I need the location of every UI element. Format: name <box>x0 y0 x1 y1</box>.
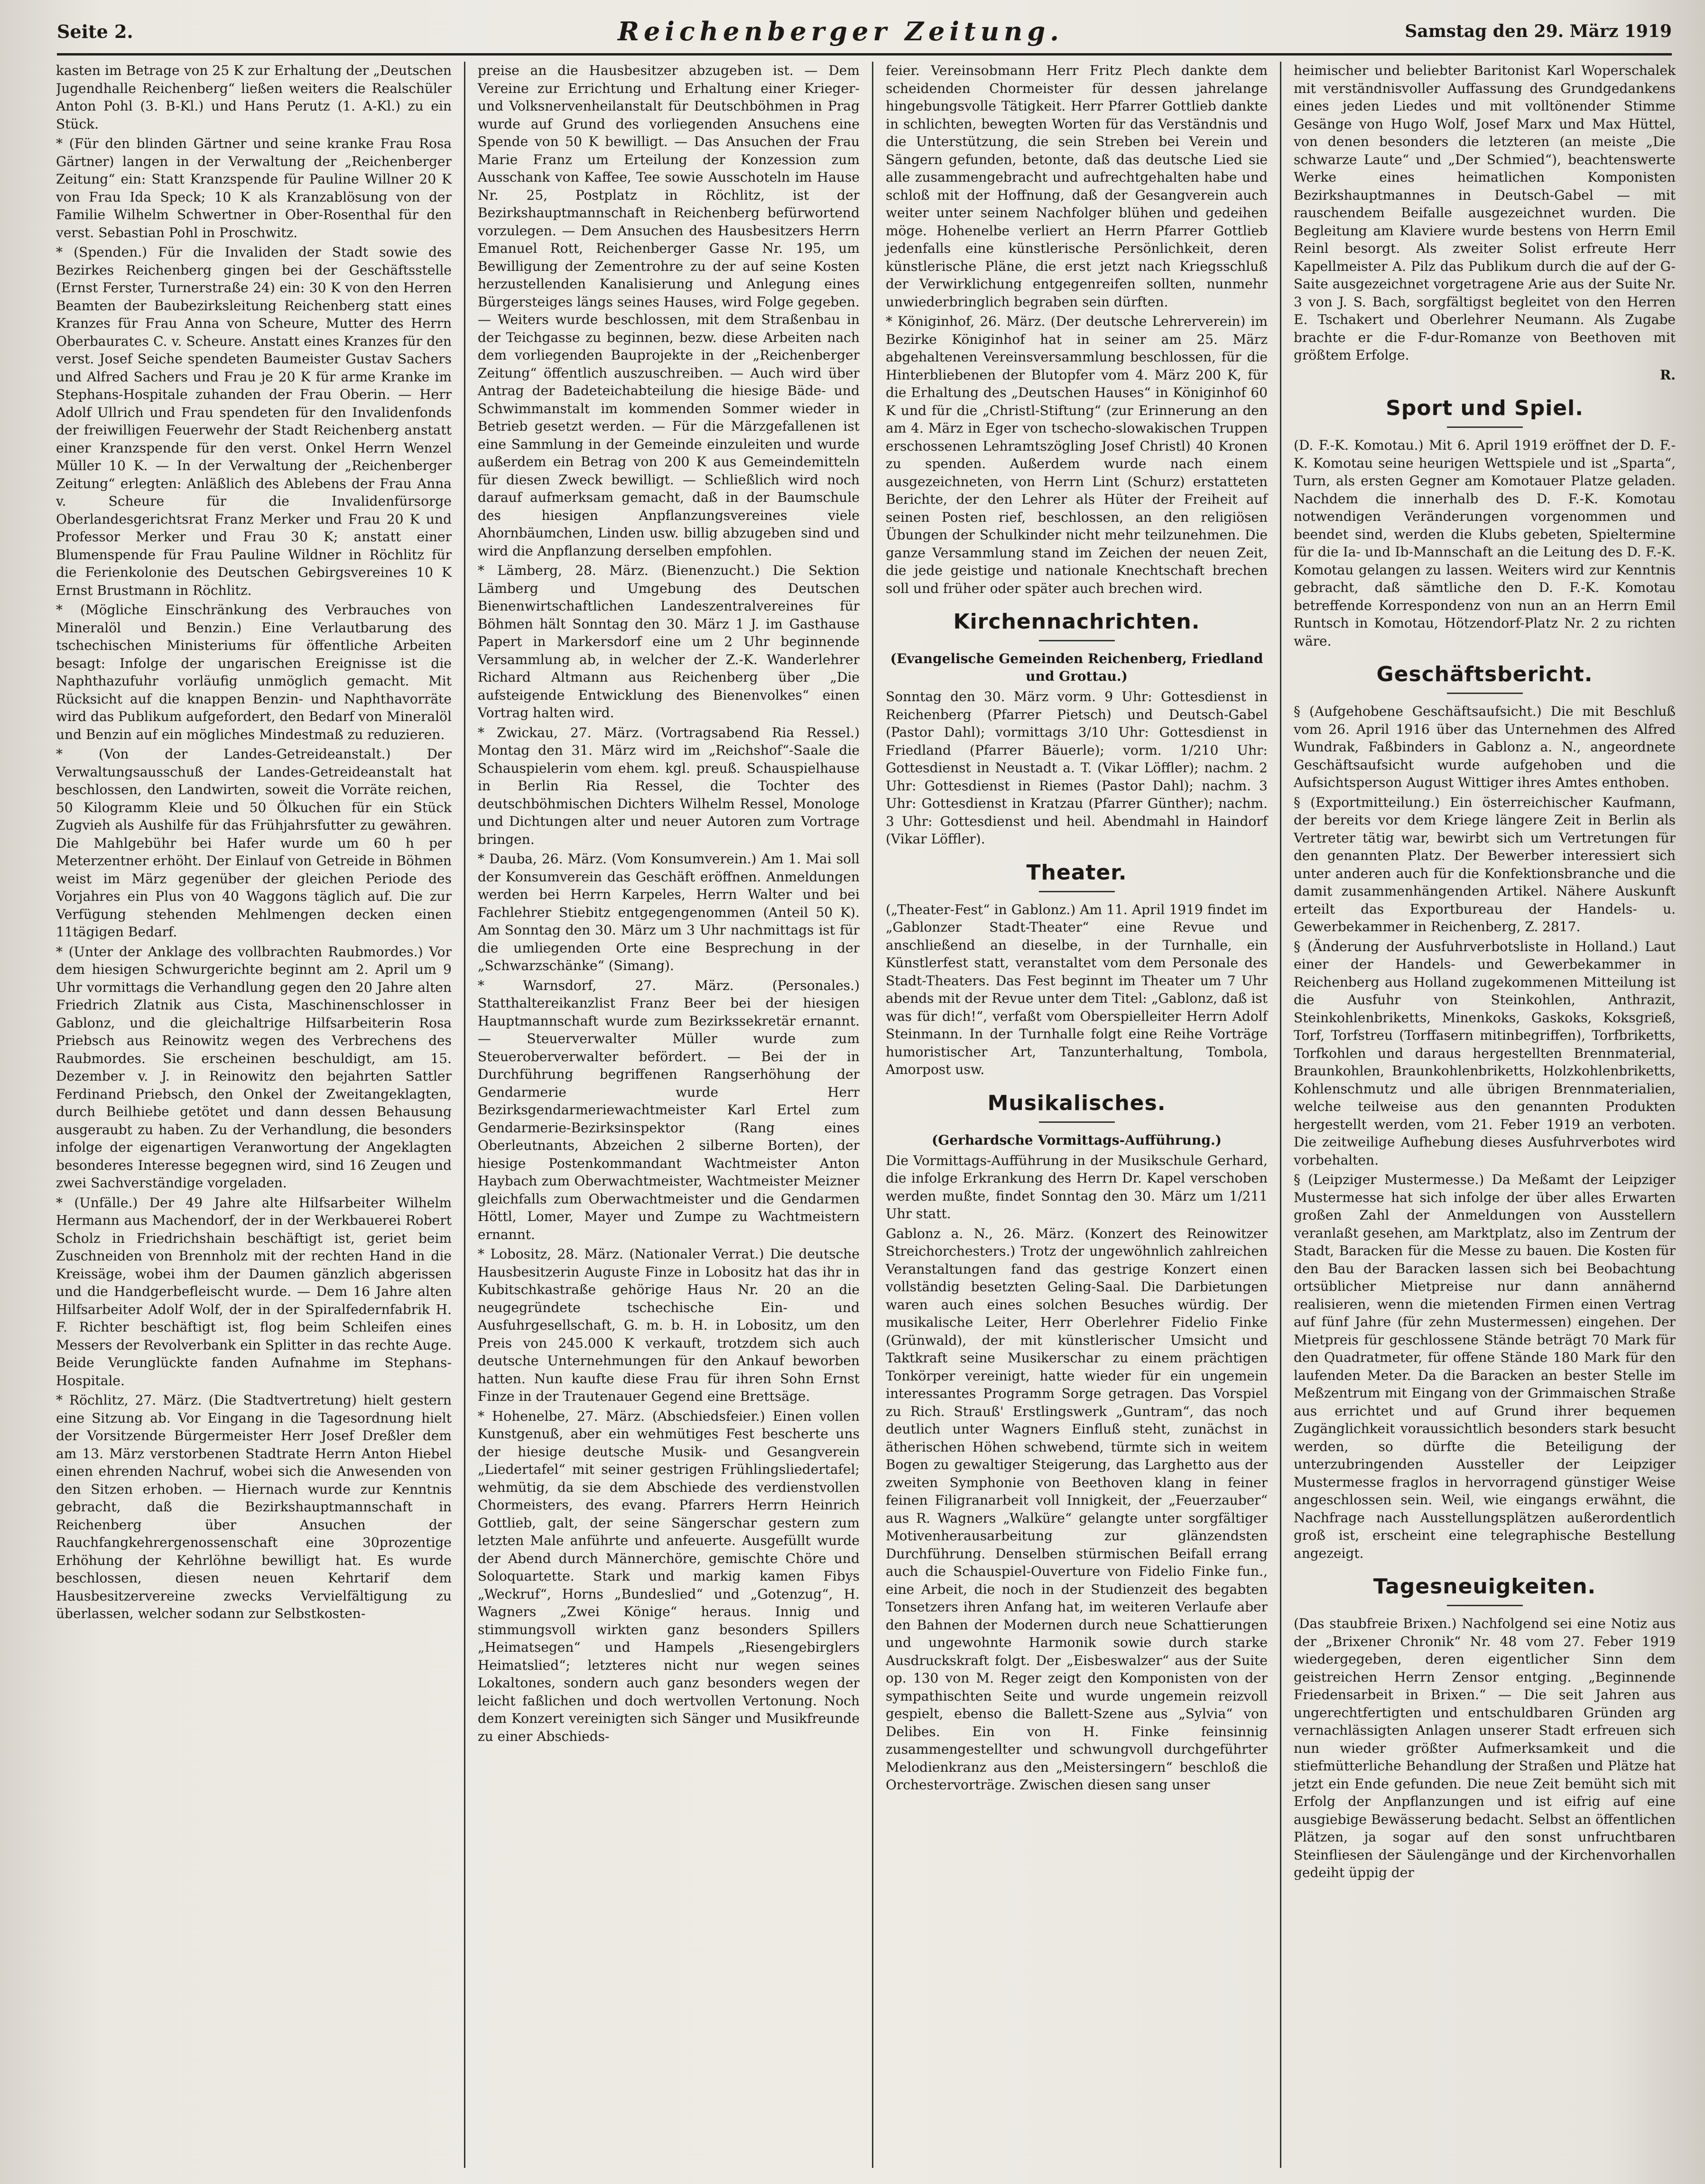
article-text: preise an die Hausbesitzer abzugeben ist. — Dem Vereine zur Errichtung und Erhaltung einer Krieger- und Volksnervenheilanstalt für Deutschböhmen in Prag wurde auf Grund des vorliegenden Ansuchens eine Spende von 50 K bewilligt. — Das Ansuchen der Frau Marie Franz um Erteilung der Konzession zum Ausschank von Kaffee, Tee sowie Ausschoteln im Hause Nr. 25, Postplatz in Röchlitz, ist der Bezirkshauptmannschaft in Reichenberg befürwortend vorzulegen. — Dem Ansuchen des Hausbesitzers Herrn Emanuel Rott, Reichenberger Gasse Nr. 195, um Bewilligung der Zementrohre zu der auf seine Kosten herzustellenden Kanalisierung und Anlegung eines Bürgersteiges längs seines Hauses, wird Folge gegeben. — Weiters wurde beschlossen, mit dem Straßenbau in der Teichgasse zu beginnen, bezw. diese Arbeiten nach dem vorliegenden Bauprojekte in der „Reichenberger Zeitung“ öffentlich auszuschreiben. — Auch wird über Antrag der Badeteichabteilung die hiesige Bäde- und Schwimmanstalt im kommenden Sommer wieder in Betrieb gesetzt werden. — Für die Märzgefallenen ist eine Sammlung in der Gemeinde einzuleiten und wurde außerdem ein Betrag von 200 K aus Gemeindemitteln für diesen Zweck bewilligt. — Schließlich wird noch darauf aufmerksam gemacht, daß in der Baumschule des hiesigen Anpflanzungsvereines viele Ahornbäumchen, Linden usw. billig abzugeben sind und wird die Anpflanzung derselben empfohlen. <box>478 63 860 559</box>
article-text: (D. F.-K. Komotau.) Mit 6. April 1919 eröffnet der D. F.-K. Komotau seine heurigen Wettspiele und ist „Sparta“, Turn, als ersten Gegner am Komotauer Platze geladen. Nachdem die innerhalb des D. F.-K. Komotau notwendigen Veränderungen vorgenommen und beendet sind, werden die Klubs gebeten, Spieltermine für die Ia- und Ib-Mannschaft an die Leitung des D. F.-K. Komotau gelangen zu lassen. Weiters wird zur Kenntnis gebracht, daß sämtliche den D. F.-K. Komotau betreffende Korrespondenz von nun an an Herrn Emil Runtsch in Komotau, Hötzendorf-Platz Nr. 2 zu richten wäre. <box>1294 437 1676 649</box>
column-1 <box>56 62 464 2168</box>
article-text: § (Exportmitteilung.) Ein österreichischer Kaufmann, der bereits vor dem Kriege längere Zeit in Berlin als Vertreter tätig war, bewirbt sich um Vertretungen für den genannten Platz. Der Bewerber interessiert sich unter anderen auch für die Konfektionsbranche und die damit zusammenhängenden Artikel. Nähere Auskunft erteilt das Exportbureau der Handels- u. Gewerbekammer in Reichenberg, Z. 2817. <box>1294 794 1676 935</box>
section-heading-theater: Theater. <box>886 860 1268 892</box>
issue-date: Samstag den 29. März 1919 <box>1405 21 1672 41</box>
article-text: § (Aufgehobene Geschäftsaufsicht.) Die mit Beschluß vom 26. April 1916 über das Unternehmen des Alfred Wundrak, Faßbinders in Gablonz a. N., angeordnete Geschäftsaufsicht wurde aufgehoben und die Aufsichtsperson August Wittiger ihres Amtes enthoben. <box>1294 703 1676 790</box>
page-number: Seite 2. <box>57 20 133 42</box>
article-text: feier. Vereinsobmann Herr Fritz Plech dankte dem scheidenden Chormeister für dessen jahrelange hingebungsvolle Tätigkeit. Herr Pfarrer Gottlieb dankte in schlichten, bewegten Worten für das Verständnis und die Unterstützung, die sein Streben bei Verein und Sängern gefunden, betonte, daß das deutsche Lied sie alle zusammengebracht und aufrechtgehalten habe und schloß mit der Hoffnung, daß der Gesangverein auch weiter unter seinem Nachfolger blühen und gedeihen möge. Hohenelbe verliert an Herrn Pfarrer Gottlieb jedenfalls eine künstlerische Persönlichkeit, deren künstlerische Pläne, die erst jetzt nach Kriegsschluß der Verwirklichung entgegenreifen sollten, nunmehr unwiederbringlich begraben sein dürften. <box>886 63 1268 310</box>
article-text: * Zwickau, 27. März. (Vortragsabend Ria Ressel.) Montag den 31. März wird im „Reichshof“-Saale die Schauspielerin vom ehem. kgl. preuß. Schauspielhause in Berlin Ria Ressel, die Tochter des deutschböhmischen Dichters Wilhelm Ressel, Monologe und Dichtungen alter und neuer Autoren zum Vortrage bringen. <box>478 724 860 847</box>
article-text: * Dauba, 26. März. (Vom Konsumverein.) Am 1. Mai soll der Konsumverein das Geschäft eröffnen. Anmeldungen werden bei Herrn Karpeles, Herrn Walter und bei Fachlehrer Stiebitz entgegengenommen (Anteil 50 K). Am Sonntag den 30. März um 3 Uhr nachmittags ist für die umliegenden Orte eine Besprechung in der „Schwarzschänke“ (Simang). <box>478 851 860 973</box>
article-text: * Lämberg, 28. März. (Bienenzucht.) Die Sektion Lämberg und Umgebung des Deutschen Bienenwirtschaftlichen Landeszentralvereines für Böhmen hält Sonntag den 30. März 1 J. im Gasthause Papert in Markersdorf eine um 2 Uhr beginnende Versammlung ab, in welcher der Z.-K. Wanderlehrer Richard Altmann aus Reichenberg über „Die aufsteigende Entwicklung des Bienenvolkes“ einen Vortrag halten wird. <box>478 563 860 721</box>
section-heading-sport: Sport und Spiel. <box>1294 395 1676 428</box>
article-text: § (Leipziger Mustermesse.) Da Meßamt der Leipziger Mustermesse hat sich infolge der über alles Erwarten großen Zahl der Anmeldungen von Ausstellern veranlaßt gesehen, am Marktplatz, also im Zentrum der Stadt, Baracken für die Messe zu bauen. Die Kosten für den Bau der Baracken lassen sich bei Beobachtung ortsüblicher Mietpreise nur dann annähernd realisieren, wenn die mietenden Firmen einen Vertrag auf fünf Jahre (für zehn Mustermessen) eingehen. Der Mietpreis für geschlossene Stände beträgt 70 Mark für den Quadratmeter, für offene Stände 180 Mark für den laufenden Meter. Da die Baracken an bester Stelle im Meßzentrum mit Eingang von der Grimmaischen Straße aus errichtet und auf Grund ihrer bequemen Zugänglichkeit voraussichtlich besonders stark besucht werden, so dürfte die Beteiligung der unterzubringenden Aussteller der Leipziger Mustermesse fraglos in hervorragend günstiger Weise angeschlossen sein. Weil, wie eingangs erwähnt, die Nachfrage nach Ausstellungsplätzen außerordentlich groß ist, erscheint eine telegraphische Bestellung angezeigt. <box>1294 1172 1676 1561</box>
article-text: * (Spenden.) Für die Invaliden der Stadt sowie des Bezirkes Reichenberg gingen bei der Geschäftsstelle (Ernst Ferster, Turnerstraße 24) ein: 30 K von den Herren Beamten der Baubezirksleitung Reichenberg statt eines Kranzes für Frau Anna von Scheure, Mutter des Herrn Oberbaurates C. v. Scheure. Anstatt eines Kranzes für den verst. Josef Seiche spendeten Baumeister Gustav Sachers und Alfred Sachers und Frau je 20 K für arme Kranke im Stephans-Hospitale zuhanden der Frau Oberin. — Herr Adolf Ullrich und Frau spendeten für den Invalidenfonds der freiwilligen Feuerwehr der Stadt Reichenberg anstatt einer Kranzspende für den verst. Onkel Herrn Wenzel Müller 10 K. — In der Verwaltung der „Reichenberger Zeitung“ erlegten: Anläßlich des Ablebens der Frau Anna v. Scheure für die Invalidenfürsorge Oberlandesgerichtsrat Franz Merker und Frau 20 K und Professor Merker und Frau 30 K; anstatt einer Blumenspende für Frau Pauline Wildner in Röchlitz für die Ferienkolonie des Deutschen Gebirgsvereines 10 K Ernst Brustmann in Röchlitz. <box>56 244 452 598</box>
section-heading-tagesneuigkeiten: Tagesneuigkeiten. <box>1294 1573 1676 1606</box>
newspaper-title: Reichenberger Zeitung. <box>618 16 1064 46</box>
article-text: (Das staubfreie Brixen.) Nachfolgend sei eine Notiz aus der „Brixener Chronik“ Nr. 48 vom 27. Feber 1919 wiedergegeben, deren eigentlicher Sinn dem geistreichen Herrn Zensor entging. „Beginnende Friedensarbeit in Brixen.“ — Die seit Jahren aus ungerechtfertigten und entschuldbaren Gründen arg vernachlässigten Anlagen unserer Stadt erfreuen sich nun wieder größter Aufmerksamkeit und die stiefmütterliche Behandlung der Straßen und Plätze hat jetzt ein Ende gefunden. Die neue Zeit bemüht sich mit Erfolg der Anpflanzungen und ist eifrig auf eine ausgiebige Bewässerung bedacht. Selbst an öffentlichen Plätzen, ja sogar auf den sonst unfruchtbaren Steinfliesen der Säulengänge und der Kirchenvorhallen gedeiht üppig der <box>1294 1616 1676 1880</box>
section-heading-kirchennachrichten: Kirchennachrichten. <box>886 609 1268 641</box>
article-text: („Theater-Fest“ in Gablonz.) Am 11. April 1919 findet im „Gablonzer Stadt-Theater“ eine Revue und anschließend an dieselbe, in der Turnhalle, ein Künstlerfest statt, veranstaltet vom dem Personale des Stadt-Theaters. Das Fest beginnt im Theater um 7 Uhr abends mit der Revue unter dem Titel: „Gablonz, daß ist was für dich!“, verfaßt vom Oberspielleiter Herrn Adolf Steinmann. In der Turnhalle folgt eine Reihe Vorträge humoristischer Art, Tanzunterhaltung, Tombola, Amorpost usw. <box>886 901 1268 1077</box>
column-3 <box>872 62 1280 2168</box>
article-columns <box>56 62 1688 2168</box>
column-2 <box>464 62 872 2168</box>
article-text: Gablonz a. N., 26. März. (Konzert des Reinowitzer Streichorchesters.) Trotz der ungewöhnlich zahlreichen Veranstaltungen fand das gestrige Konzert einen vollständig besetzten Geling-Saal. Die Darbietungen waren auch eines solchen Besuches würdig. Der musikalische Leiter, Herr Oberlehrer Fidelio Finke (Grünwald), der mit künstlerischer Umsicht und Taktkraft seine Musikerschar zu einem prächtigen Tonkörper vereinigt, hatte wieder für ein ungemein interessantes Programm Sorge getragen. Das Vorspiel zu Rich. Strauß' Erstlingswerk „Guntram“, das noch deutlich unter Wagners Einfluß steht, zunächst in ätherischen Höhen schwebend, türmte sich in weitem Bogen zu gewaltiger Steigerung, das Larghetto aus der zweiten Symphonie von Beethoven klang in feiner feinen Filigranarbeit voll Innigkeit, der „Feuerzauber“ aus R. Wagners „Walküre“ gelangte unter sorgfältiger Motivenherausarbeitung zur glänzendsten Durchführung. Denselben stürmischen Beifall errang auch die Schauspiel-Ouverture von Fidelio Finke fun., eine Arbeit, die noch in der Studienzeit des begabten Tonsetzers ihren Anfang hat, im weiteren Verlaufe aber den Bahnen der Modernen durch neue Schattierungen und ungewohnte Harmonik sowie durch starke Ausdruckskraft folgt. Der „Eisbeswalzer“ aus der Suite op. 130 von M. Reger zeigt den Komponisten von der sympathischten Seite und wurde ungemein reizvoll gespielt, ebenso die Ballett-Szene aus „Sylvia“ von Delibes. Ein von H. Finke feinsinnig zusammengestellter und schwungvoll durchgeführter Melodienkranz aus den „Meistersingern“ beschloß die Orchestervorträge. Zwischen diesen sang unser <box>886 1225 1268 1793</box>
section-subheading: (Evangelische Gemeinden Reichenberg, Friedland und Grottau.) <box>890 651 1263 684</box>
article-text: * Warnsdorf, 27. März. (Personales.) Statthaltereikanzlist Franz Beer bei der hiesigen Hauptmannschaft wurde zum Bezirkssekretär ernannt. — Steuerverwalter Müller wurde zum Steueroberverwalter befördert. — Bei der in Durchführung begriffenen Rangserhöhung der Gendarmerie wurde Herr Bezirksgendarmeriewachtmeister Karl Ertel zum Gendarmerie-Bezirksinspektor (Rang eines Oberleutnants, Abzeichen 2 silberne Borten), der hiesige Postenkommandant Wachtmeister Anton Haybach zum Oberwachtmeister, Wachtmeister Meizner gleichfalls zum Oberwachtmeister und die Gendarmen Höttl, Lomer, Mayer und Zumpe zu Wachtmeistern ernannt. <box>478 977 860 1242</box>
article-text: * (Von der Landes-Getreideanstalt.) Der Verwaltungsausschuß der Landes-Getreideanstalt hat beschlossen, den Landwirten, soweit die Vorräte reichen, 50 Kilogramm Kleie und 50 Ölkuchen für ein Stück Zugvieh als Aushilfe für das Frühjahrsfutter zu gewähren. Die Mahlgebühr bei Hafer wurde um 60 h per Meterzentner erhöht. Der Einlauf von Getreide in Böhmen weist im März gegenüber der gleichen Periode des Vorjahres ein Plus von 40 Waggons täglich auf. Die zur Verfügung stehenden Mehlmengen decken einen 11tägigen Bedarf. <box>56 746 452 940</box>
article-text: kasten im Betrage von 25 K zur Erhaltung der „Deutschen Jugendhalle Reichenberg“ ließen weiters die Realschüler Anton Pohl (3. B-Kl.) und Hans Perutz (1. A-Kl.) zu ein Stück. <box>56 63 452 132</box>
article-text: heimischer und beliebter Baritonist Karl Woperschalek mit verständnisvoller Auffassung des Grundgedankens eines jeden Liedes und mit volltönender Stimme Gesänge von Hugo Wolf, Josef Marx und Max Hüttel, von denen besonders die letzteren (an meiste „Die schwarze Laute“ und „Der Schmied“), beachtenswerte Werke eines heimatlichen Komponisten Bezirkshauptmannes in Deutsch-Gabel — mit rauschendem Beifalle ausgezeichnet wurden. Die Begleitung am Klaviere wurde bestens von Herrn Emil Reinl besorgt. Als zweiter Solist erfreute Herr Kapellmeister A. Pilz das Publikum durch die auf der G-Saite ausgezeichnet vorgetragene Arie aus der Suite Nr. 3 von J. S. Bach, sorgfältigst begleitet von den Herren E. Tschakert und Oberlehrer Neumann. Als Zugabe brachte er die F-dur-Romanze von Beethoven mit größtem Erfolge. <box>1294 63 1676 363</box>
article-text: * Königinhof, 26. März. (Der deutsche Lehrerverein) im Bezirke Königinhof hat in seiner am 25. März abgehaltenen Vereinsversammlung beschlossen, für die Hinterbliebenen der Blutopfer vom 4. März 200 K, für die Erhaltung des „Deutschen Hauses“ in Königinhof 60 K und für die „Christl-Stiftung“ (zur Erinnerung an den am 4. März in Eger von tschecho-slowakischen Truppen erschossenen Lehramtszögling Josef Christl) 40 Kronen zu spenden. Außerdem wurde nach einem ausgezeichneten, von Herrn Lint (Schurz) erstatteten Berichte, der den Lehrer als Hüter der Freiheit auf seinen Posten rief, beschlossen, an den religiösen Übungen der Schulkinder nicht mehr teilzunehmen. Die ganze Versammlung stand im Zeichen der neuen Zeit, die jede geistige und nationale Knechtschaft brechen soll und früher oder später auch brechen wird. <box>886 314 1268 596</box>
article-text: Die Vormittags-Aufführung in der Musikschule Gerhard, die infolge Erkrankung des Herrn Dr. Kapel verschoben werden mußte, findet Sonntag den 30. März um 1/211 Uhr statt. <box>886 1152 1268 1222</box>
article-text: * Röchlitz, 27. März. (Die Stadtvertretung) hielt gestern eine Sitzung ab. Vor Eingang in die Tagesordnung hielt der Vorsitzende Bürgermeister Herr Josef Dreßler dem am 13. März verstorbenen Stadtrate Herrn Anton Hiebel einen ehrenden Nachruf, wobei sich die Anwesenden von den Sitzen erhoben. — Hiernach wurde zur Kenntnis gebracht, daß die Bezirkshauptmannschaft in Reichenberg über Ansuchen der Rauchfangkehrergenossenschaft eine 30prozentige Erhöhung der Kehrlöhne bewilligt hat. Es wurde beschlossen, diesen neuen Kehrtarif dem Hausbesitzervereine zwecks Vervielfältigung zu überlassen, welcher sodann zur Selbstkosten- <box>56 1392 452 1621</box>
section-subheading: (Gerhardsche Vormittags-Aufführung.) <box>932 1132 1222 1148</box>
article-text: * Hohenelbe, 27. März. (Abschiedsfeier.) Einen vollen Kunstgenuß, aber ein wehmütiges Fest bescherte uns der hiesige deutsche Musik- und Gesangverein „Liedertafel“ mit seiner gestrigen Frühlingsliedertafel; wehmütig, da sie dem Abschiede des verdienstvollen Chormeisters, des evang. Pfarrers Herrn Heinrich Gottlieb, galt, der seine Sängerschar gestern zum letzten Male anführte und anfeuerte. Ausgefüllt wurde der Abend durch Männerchöre, gemischte Chöre und Soloquartette. Stark und markig kamen Fibys „Weckruf“, Horns „Bundeslied“ und „Gotenzug“, H. Wagners „Zwei Könige“ heraus. Innig und stimmungsvoll wirkten ganz besonders Spillers „Heimatsegen“ und Hampels „Riesengebirglers Heimatslied“; letzteres nicht nur wegen seines Lokaltones, sondern auch ganz besonders wegen der leicht faßlichen und doch wertvollen Vertonung. Noch dem Konzert vereinigten sich Sänger und Musikfreunde zu einer Abschieds- <box>478 1408 860 1744</box>
column-4 <box>1280 62 1688 2168</box>
article-text: § (Änderung der Ausfuhrverbotsliste in Holland.) Laut einer der Handels- und Gewerbekammer in Reichenberg aus Holland zugekommenen Mitteilung ist die Ausfuhr von Steinkohlen, Anthrazit, Steinkohlenbriketts, Minenkoks, Gaskoks, Koksgrieß, Torf, Torfstreu (Torffasern mitinbegriffen), Torfbriketts, Torfkohlen und daraus hergestellten Brennmaterial, Braunkohlen, Braunkohlenbriketts, Holzkohlenbriketts, Kohlenschmutz und alle übrigen Brennmaterialien, welche teilweise aus den genannten Produkten hergestellt werden, vom 21. Feber 1919 an verboten. Die zeitweilige Aufhebung dieses Ausfuhrverbotes wird vorbehalten. <box>1294 938 1676 1168</box>
article-text: * (Unter der Anklage des vollbrachten Raubmordes.) Vor dem hiesigen Schwurgerichte beginnt am 2. April um 9 Uhr vormittags die Verhandlung gegen den 20 Jahre alten Friedrich Zlatnik aus Cista, Maschinenschlosser in Gablonz, und die gleichaltrige Hilfsarbeiterin Rosa Priebsch aus Reinowitz wegen des Verbrechens des Raubmordes. Sie erscheinen beschuldigt, am 15. Dezember v. J. in Reinowitz den bejahrten Sattler Ferdinand Priebsch, den Onkel der Zweitangeklagten, durch Beilhiebe getötet und dann dessen Behausung ausgeraubt zu haben. Zu der Verhandlung, die besonders infolge der eigenartigen Veranwortung der Angeklagten besonderes Interesse begegnen wird, sind 16 Zeugen und zwei Sachverständige vorgeladen. <box>56 944 452 1191</box>
article-text: Sonntag den 30. März vorm. 9 Uhr: Gottesdienst in Reichenberg (Pfarrer Pietsch) und Deutsch-Gabel (Pastor Dahl); vormittags 3/10 Uhr: Gottesdienst in Friedland (Pfarrer Bäuerle); vorm. 1/210 Uhr: Gottesdienst in Neustadt a. T. (Vikar Löffler); nachm. 2 Uhr: Gottesdienst in Riemes (Pastor Dahl); nachm. 3 Uhr: Gottesdienst in Kratzau (Pfarrer Günther); nachm. 3 Uhr: Gottesdienst und heil. Abendmahl in Haindorf (Vikar Löffler). <box>886 689 1268 847</box>
article-text: * (Unfälle.) Der 49 Jahre alte Hilfsarbeiter Wilhelm Hermann aus Machendorf, der in der Werkbauerei Robert Scholz in Friedrichshain beschäftigt ist, geriet beim Zuschneiden von Brennholz mit der rechten Hand in die Kreissäge, wobei ihm der Daumen gänzlich abgerissen und die Handgerbefleischt wurde. — Dem 16 Jahre alten Hilfsarbeiter Adolf Wolf, der in der Spiralfedernfabrik H. F. Richter beschäftigt ist, flog beim Schleifen eines Messers der Revolverbank ein Splitter in das rechte Auge. Beide Verunglückte fanden Aufnahme im Stephans-Hospitale. <box>56 1194 452 1388</box>
article-text: * (Mögliche Einschränkung des Verbrauches von Mineralöl und Benzin.) Eine Verlautbarung des tschechischen Ministeriums für öffentliche Arbeiten besagt: Infolge der ungarischen Ereignisse ist die Naphthazufuhr vorläufig unmöglich gemacht. Mit Rücksicht auf die knappen Benzin- und Naphthavorräte wird das Publikum aufgefordert, den Bedarf von Mineralöl und Benzin auf ein mögliches Mindestmaß zu reduzieren. <box>56 602 452 742</box>
section-heading-geschaeftsbericht: Geschäftsbericht. <box>1294 661 1676 694</box>
page-header <box>57 9 1672 56</box>
section-heading-musikalisches: Musikalisches. <box>886 1090 1268 1123</box>
author-mark: R. <box>1659 367 1676 383</box>
article-text: * Lobositz, 28. März. (Nationaler Verrat.) Die deutsche Hausbesitzerin Auguste Finze in Lobositz hat das ihr in Kubitschkastraße gehörige Haus Nr. 20 an die neugegründete tschechische Ein- und Ausfuhrgesellschaft, G. m. b. H. in Lobositz, um den Preis von 245.000 K verkauft, trotzdem sich auch deutsche Unternehmungen für den Ankauf beworben hatten. Nun kaufte diese Frau für ihren Sohn Ernst Finze in der Trautenauer Gegend eine Brettsäge. <box>478 1246 860 1404</box>
article-text: * (Für den blinden Gärtner und seine kranke Frau Rosa Gärtner) langen in der Verwaltung der „Reichenberger Zeitung“ ein: Statt Kranzspende für Pauline Willner 20 K von Frau Ida Speck; 10 K als Kranzablösung von der Familie Wilhelm Schwertner in Ober-Rosenthal für den verst. Sebastian Pohl in Proschwitz. <box>56 136 452 241</box>
